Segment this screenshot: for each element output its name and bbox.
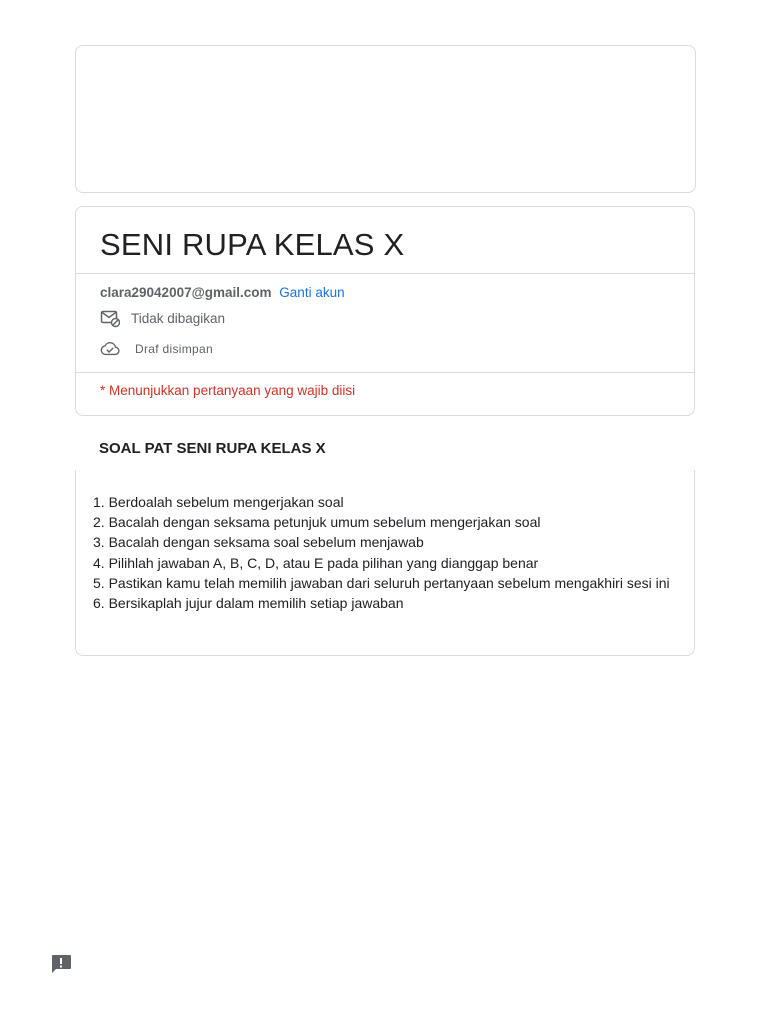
section-title: SOAL PAT SENI RUPA KELAS X xyxy=(99,440,326,457)
report-feedback-icon[interactable] xyxy=(49,952,73,976)
sharing-status-row xyxy=(100,308,225,328)
header-banner xyxy=(75,45,696,193)
form-header-card xyxy=(75,206,695,416)
cloud-saved-icon xyxy=(100,339,120,359)
mail-not-shared-icon xyxy=(100,308,120,328)
instruction-item: 1. Berdoalah sebelum mengerjakan soal xyxy=(93,494,344,510)
meta-divider xyxy=(76,372,694,373)
required-note: * Menunjukkan pertanyaan yang wajib diisi xyxy=(100,383,356,398)
switch-account-link[interactable]: Ganti akun xyxy=(279,285,345,300)
instruction-item: 2. Bacalah dengan seksama petunjuk umum sebelum mengerjakan soal xyxy=(93,514,541,531)
instructions-card xyxy=(75,470,695,656)
draft-status-row xyxy=(100,339,213,359)
account-row xyxy=(100,284,345,302)
account-email: clara29042007@gmail.com xyxy=(100,285,272,300)
instructions-list xyxy=(93,492,673,613)
sharing-status-text: Tidak dibagikan xyxy=(131,310,226,326)
instruction-item: 6. Bersikaplah jujur dalam memilih setiap jawaban xyxy=(93,595,404,612)
draft-status-text: Draf disimpan xyxy=(135,342,213,356)
title-divider xyxy=(76,273,694,274)
instruction-item: 5. Pastikan kamu telah memilih jawaban dari seluruh pertanyaan sebelum mengakhiri sesi ini xyxy=(93,574,670,591)
instruction-item: 3. Bacalah dengan seksama soal sebelum menjawab xyxy=(93,534,424,551)
instruction-item: 4. Pilihlah jawaban A, B, C, D, atau E pada pilihan yang dianggap benar xyxy=(93,554,539,571)
form-title: SENI RUPA KELAS X xyxy=(100,227,405,262)
